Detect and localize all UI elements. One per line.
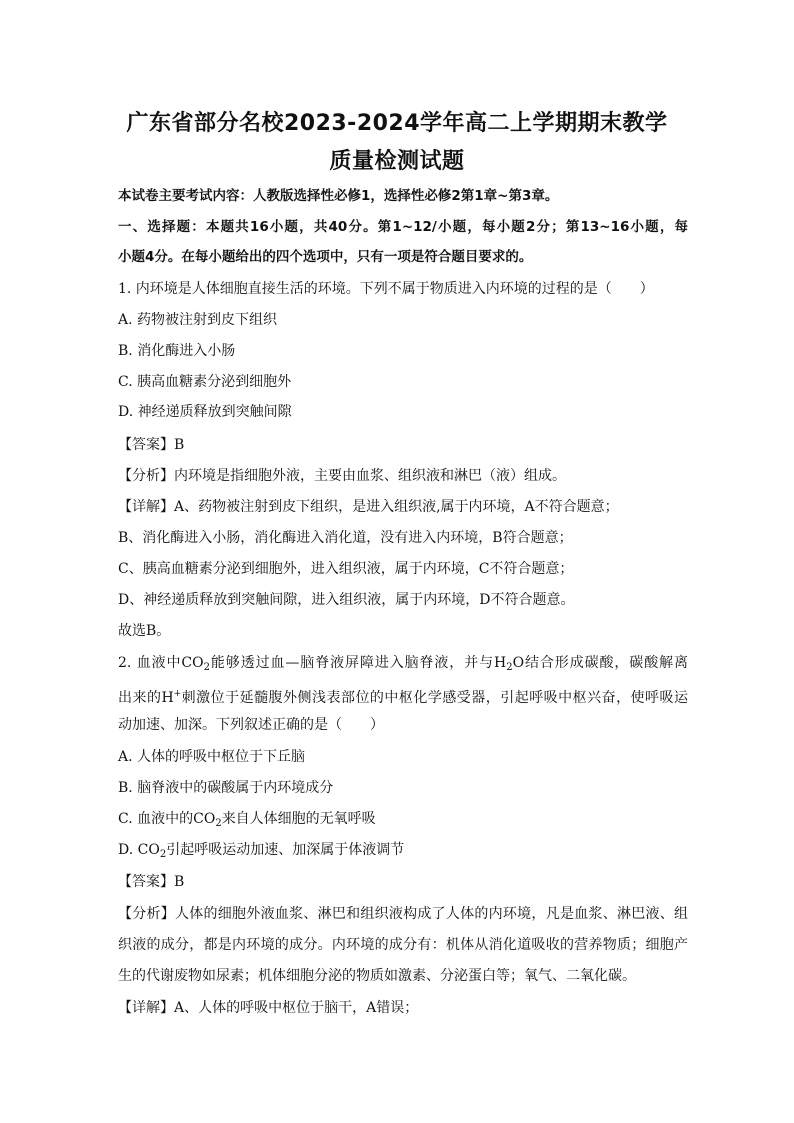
- q2-stem-line-2: 出来的H+刺激位于延髓腹外侧浅表部位的中枢化学感受器，引起呼吸中枢兴奋，使呼吸运: [118, 689, 688, 706]
- q1-option-b: B. 消化酶进入小肠: [118, 343, 236, 359]
- q1-detail-a: 【详解】A、药物被注射到皮下组织，是进入组织液,属于内环境，A不符合题意；: [118, 499, 619, 515]
- q1-detail-c: C、胰高血糖素分泌到细胞外，进入组织液，属于内环境，C不符合题意；: [118, 561, 574, 577]
- q1-option-a: A. 药物被注射到皮下组织: [118, 312, 278, 328]
- title-line-2: 质量检测试题: [329, 149, 465, 174]
- q2-option-c: C. 血液中的$CO_2$来自人体细胞的无氧呼吸: [118, 811, 376, 829]
- q1-option-d: D. 神经递质释放到突触间隙: [118, 404, 292, 420]
- q2-analysis-line-1: 【分析】人体的细胞外液血浆、淋巴和组织液构成了人体的内环境，凡是血浆、淋巴液、组: [118, 906, 688, 922]
- q1-answer: 【答案】B: [118, 437, 185, 453]
- q1-conclusion: 故选B。: [118, 623, 171, 639]
- q2-detail-line-1: 【详解】A、人体的呼吸中枢位于脑干，A错误；: [118, 1000, 419, 1016]
- q2-analysis-line-2: 织液的成分，都是内环境的成分。内环境的成分有：机体从消化道吸收的营养物质；细胞产: [118, 937, 688, 953]
- section-instructions-line-2: 小题4分。在每小题给出的四个选项中，只有一项是符合题目要求的。: [118, 249, 533, 265]
- q1-analysis: 【分析】内环境是指细胞外液，主要由血浆、组织液和淋巴（液）组成。: [118, 468, 566, 484]
- title-line-1: 广东省部分名校2023-2024学年高二上学期期末教学: [126, 111, 668, 136]
- q1-detail-b: B、消化酶进入小肠，消化酶进入消化道，没有进入内环境，B符合题意；: [118, 530, 573, 546]
- section-instructions-line-1: 一、选择题：本题共16小题，共40分。第1~12/小题，每小题2分；第13~16小题，每: [118, 219, 688, 235]
- q2-answer: 【答案】B: [118, 874, 185, 890]
- q2-stem-line-1: 2. 血液中$CO_2$能够透过血—脑脊液屏障进入脑脊液，并与$H_2O$结合形成碳酸，碳酸解离: [118, 655, 689, 673]
- q2-stem-line-3: 动加速、加深。下列叙述正确的是（ ）: [118, 717, 384, 733]
- q1-detail-d: D、神经递质释放到突触间隙，进入组织液，属于内环境，D不符合题意。: [118, 592, 575, 608]
- exam-scope-intro: 本试卷主要考试内容：人教版选择性必修1，选择性必修2第1章~第3章。: [118, 188, 559, 204]
- q1-option-c: C. 胰高血糖素分泌到细胞外: [118, 374, 292, 390]
- q2-option-d: D. $CO_2$引起呼吸运动加速、加深属于体液调节: [118, 842, 405, 860]
- q2-analysis-line-3: 生的代谢废物如尿素；机体细胞分泌的物质如激素、分泌蛋白等；氧气、二氧化碳。: [118, 968, 636, 984]
- q2-option-a: A. 人体的呼吸中枢位于下丘脑: [118, 749, 306, 765]
- q2-option-b: B. 脑脊液中的碳酸属于内环境成分: [118, 780, 334, 796]
- q1-stem: 1. 内环境是人体细胞直接生活的环境。下列不属于物质进入内环境的过程的是（ ）: [118, 281, 654, 297]
